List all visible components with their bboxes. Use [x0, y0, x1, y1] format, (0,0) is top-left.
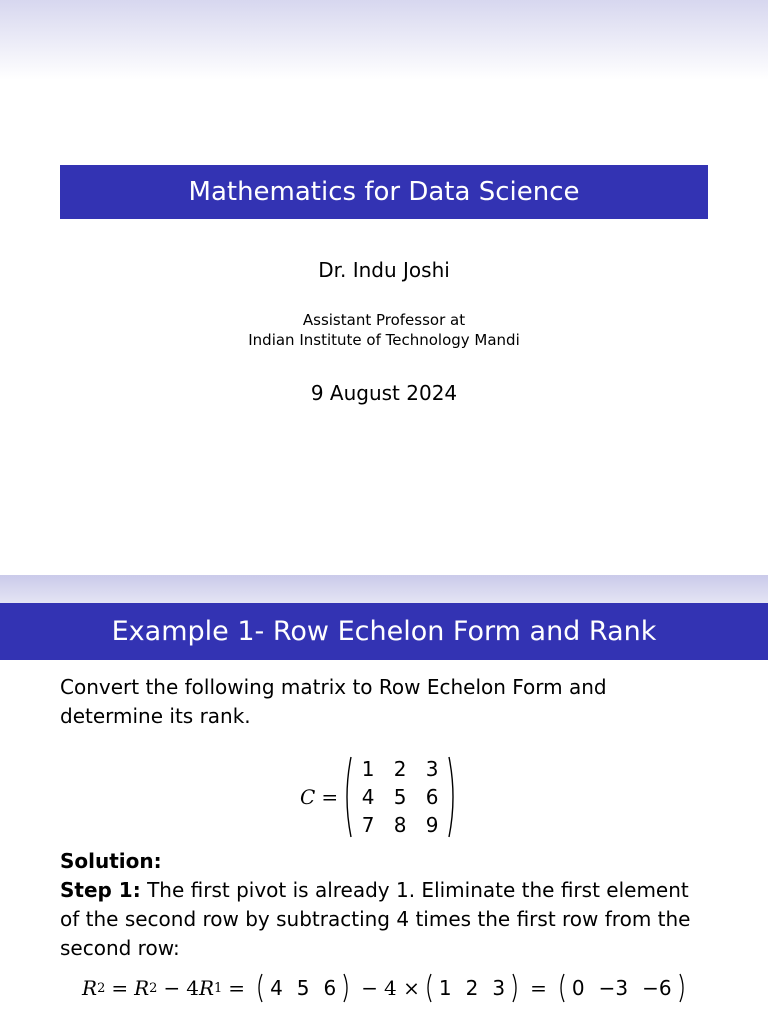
- right-paren-icon: [448, 755, 458, 839]
- vector-entry: −3: [598, 976, 629, 1000]
- row-var: R: [198, 976, 215, 1000]
- matrix-cell: 1: [361, 757, 375, 781]
- right-paren-icon: [512, 973, 520, 1003]
- step-label: Step 1:: [60, 878, 141, 902]
- row-sub: 2: [97, 980, 106, 996]
- equals-sign: =: [228, 976, 246, 1000]
- step-1-paragraph: [60, 876, 710, 963]
- matrix-cell: 2: [393, 757, 407, 781]
- scalar-times: 4 ×: [384, 976, 420, 1000]
- left-paren-icon: [557, 973, 565, 1003]
- vector-entry: 4: [270, 976, 283, 1000]
- matrix-cell: 7: [361, 813, 375, 837]
- vector-entry: 3: [492, 976, 506, 1000]
- row-vector-b: [424, 973, 520, 1003]
- matrix-grid: [352, 755, 448, 839]
- affiliation-line-2: Indian Institute of Technology Mandi: [248, 331, 520, 349]
- equals-sign: =: [321, 785, 339, 809]
- matrix-cell: 4: [361, 785, 375, 809]
- matrix-cell: 5: [393, 785, 407, 809]
- right-paren-icon: [679, 973, 687, 1003]
- problem-statement: Convert the following matrix to Row Echelon Form and determine its rank.: [60, 675, 607, 728]
- matrix-cell: 8: [393, 813, 407, 837]
- frame-title-bar: [0, 603, 768, 660]
- vector-entry: −6: [642, 976, 672, 1000]
- matrix-equation: [300, 755, 458, 839]
- header-gradient: [0, 575, 768, 603]
- left-paren-icon: [342, 755, 352, 839]
- row-var: R: [82, 976, 98, 1000]
- left-paren-icon: [424, 973, 432, 1003]
- example-slide: [0, 575, 768, 1024]
- equals-sign: =: [111, 976, 129, 1000]
- frame-title: Example 1- Row Echelon Form and Rank: [111, 616, 657, 647]
- equals-sign: =: [530, 976, 547, 1000]
- affiliation-line-1: Assistant Professor at: [302, 311, 466, 329]
- affiliation: [0, 310, 768, 350]
- header-gradient: [0, 0, 768, 80]
- row-vector-a: [255, 973, 351, 1003]
- vector-entry: 6: [323, 976, 337, 1000]
- solution-label: Solution:: [60, 849, 162, 873]
- left-paren-icon: [255, 973, 263, 1003]
- row-vector-result: [557, 973, 687, 1003]
- matrix-cell: 6: [425, 785, 439, 809]
- minus-sign: −: [163, 976, 181, 1000]
- presentation-title: Mathematics for Data Science: [188, 177, 580, 207]
- author-name: Dr. Indu Joshi: [318, 258, 450, 282]
- vector-entry: 2: [465, 976, 479, 1000]
- vector-entry: 1: [438, 976, 452, 1000]
- vector-entry: 0: [571, 976, 585, 1000]
- presentation-date: 9 August 2024: [310, 381, 458, 405]
- matrix-cell: 3: [425, 757, 439, 781]
- matrix-name: C: [300, 785, 316, 809]
- presentation-title-bar: [60, 165, 708, 219]
- row-sub: 2: [149, 980, 158, 996]
- coefficient: 4: [186, 976, 199, 1000]
- row-sub: 1: [214, 980, 223, 996]
- row-operation-equation: [82, 973, 691, 1003]
- vector-entry: 5: [296, 976, 310, 1000]
- right-paren-icon: [343, 973, 351, 1003]
- minus-sign: −: [361, 976, 379, 1000]
- step-text: The first pivot is already 1. Eliminate the first element of the second row by subtracting 4 times the first row from the second row:: [60, 878, 691, 960]
- row-var: R: [134, 976, 150, 1000]
- matrix-cell: 9: [425, 813, 439, 837]
